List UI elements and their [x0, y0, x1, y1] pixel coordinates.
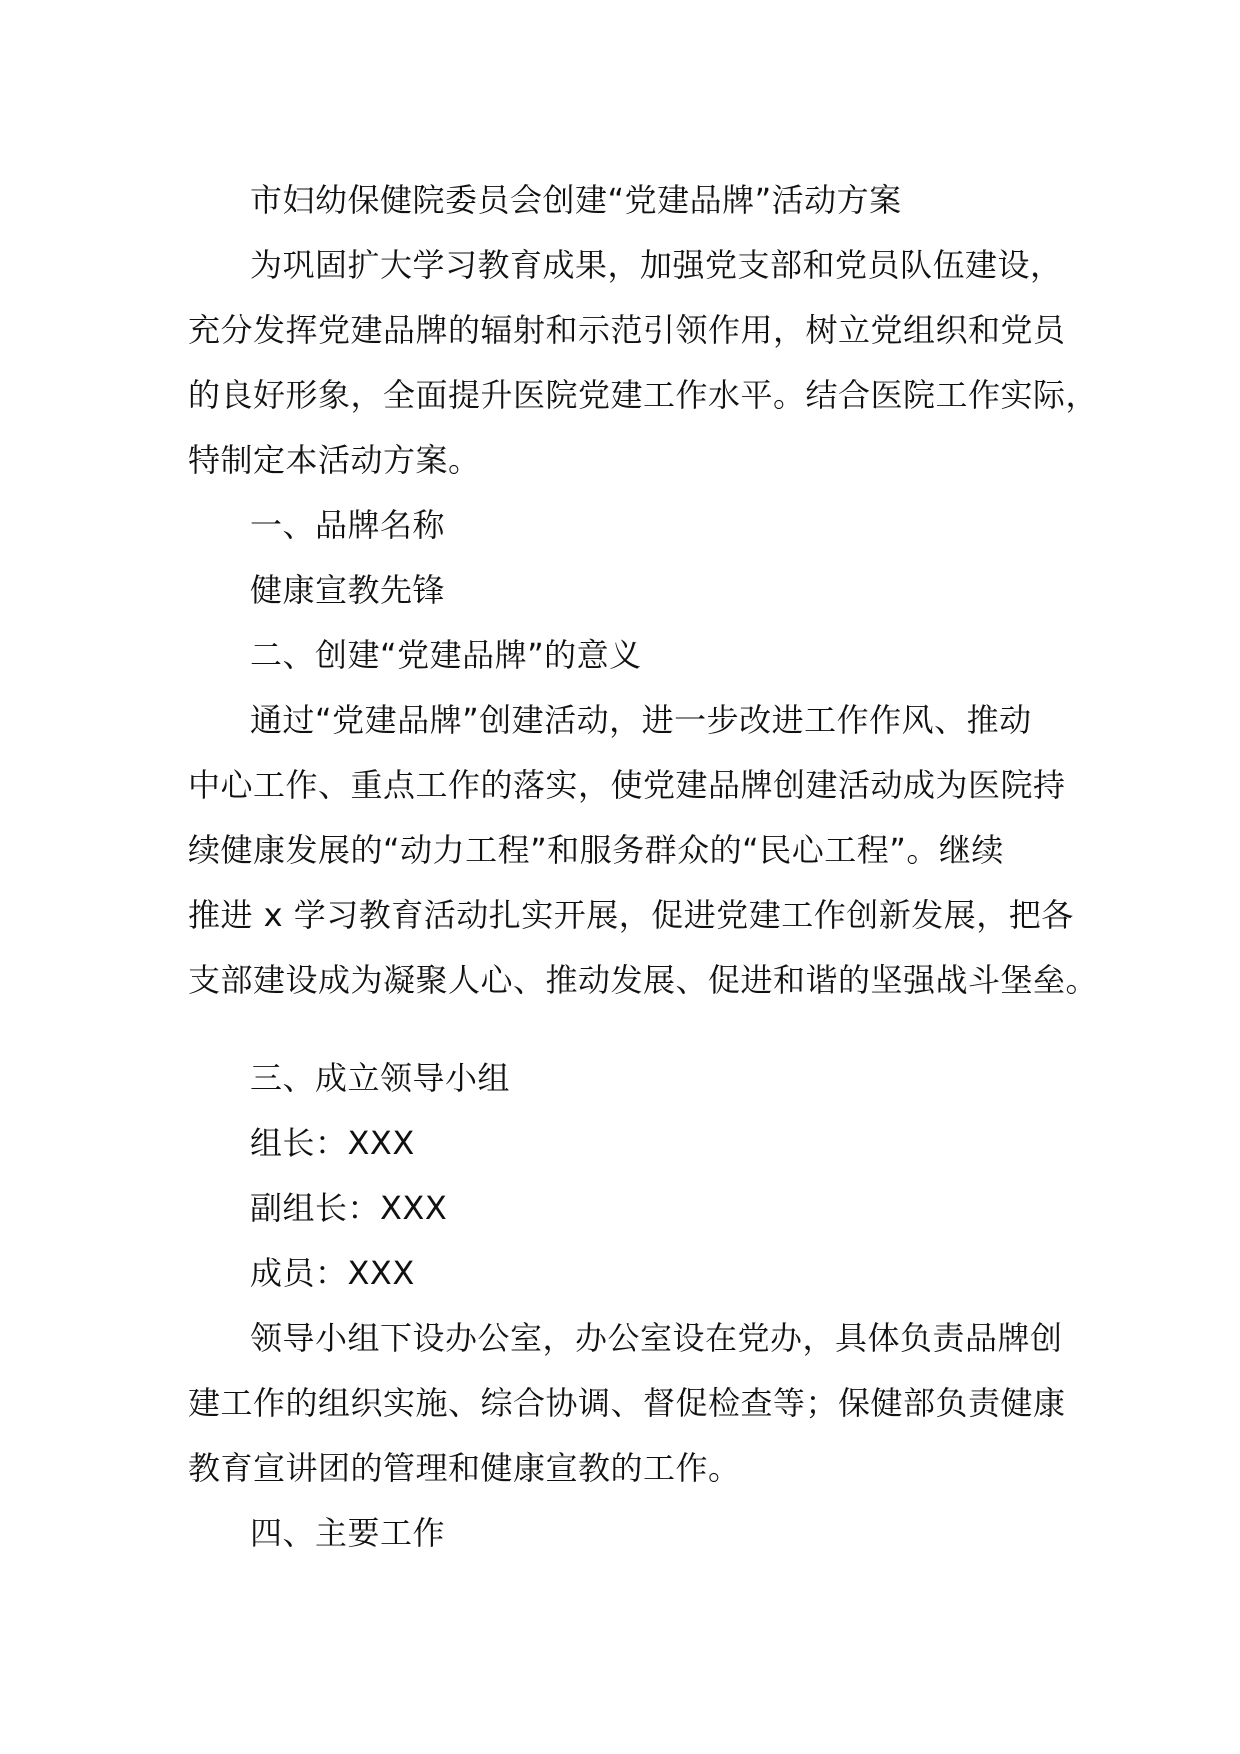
section-2-line-3: 续健康发展的“动力工程”和服务群众的“民心工程”。继续 — [188, 831, 1004, 869]
members-line: 成员：XXX — [250, 1254, 415, 1292]
paragraph-gap — [188, 1013, 1088, 1046]
deputy-leader-line: 副组长：XXX — [250, 1189, 448, 1227]
section-2-line-2: 中心工作、重点工作的落实，使党建品牌创建活动成为医院持 — [188, 766, 1066, 804]
section-3-line-2: 建工作的组织实施、综合协调、督促检查等；保健部负责健康 — [188, 1384, 1066, 1422]
section-1-heading: 一、品牌名称 — [250, 506, 446, 544]
section-3-line-3: 教育宣讲团的管理和健康宣教的工作。 — [188, 1449, 741, 1487]
intro-line-1: 为巩固扩大学习教育成果，加强党支部和党员队伍建设， — [250, 246, 1063, 284]
document-title: 市妇幼保健院委员会创建“党建品牌”活动方案 — [250, 181, 902, 219]
leader-line: 组长：XXX — [250, 1124, 415, 1162]
section-3-heading: 三、成立领导小组 — [250, 1059, 511, 1097]
document-body — [188, 168, 1099, 1566]
section-3-line-1: 领导小组下设办公室，办公室设在党办，具体负责品牌创 — [250, 1319, 1063, 1357]
section-2-heading: 二、创建“党建品牌”的意义 — [250, 636, 642, 674]
section-2-line-1: 通过“党建品牌”创建活动，进一步改进工作作风、推动 — [250, 701, 1032, 739]
intro-line-2: 充分发挥党建品牌的辐射和示范引领作用，树立党组织和党员 — [188, 311, 1066, 349]
intro-line-4: 特制定本活动方案。 — [188, 441, 481, 479]
section-2-line-4: 推进 x 学习教育活动扎实开展，促进党建工作创新发展，把各 — [188, 896, 1074, 934]
section-4-heading: 四、主要工作 — [250, 1514, 446, 1552]
intro-line-3: 的良好形象，全面提升医院党建工作水平。结合医院工作实际， — [188, 376, 1099, 414]
section-1-body: 健康宣教先锋 — [250, 571, 446, 609]
section-2-line-5: 支部建设成为凝聚人心、推动发展、促进和谐的坚强战斗堡垒。 — [188, 961, 1099, 999]
